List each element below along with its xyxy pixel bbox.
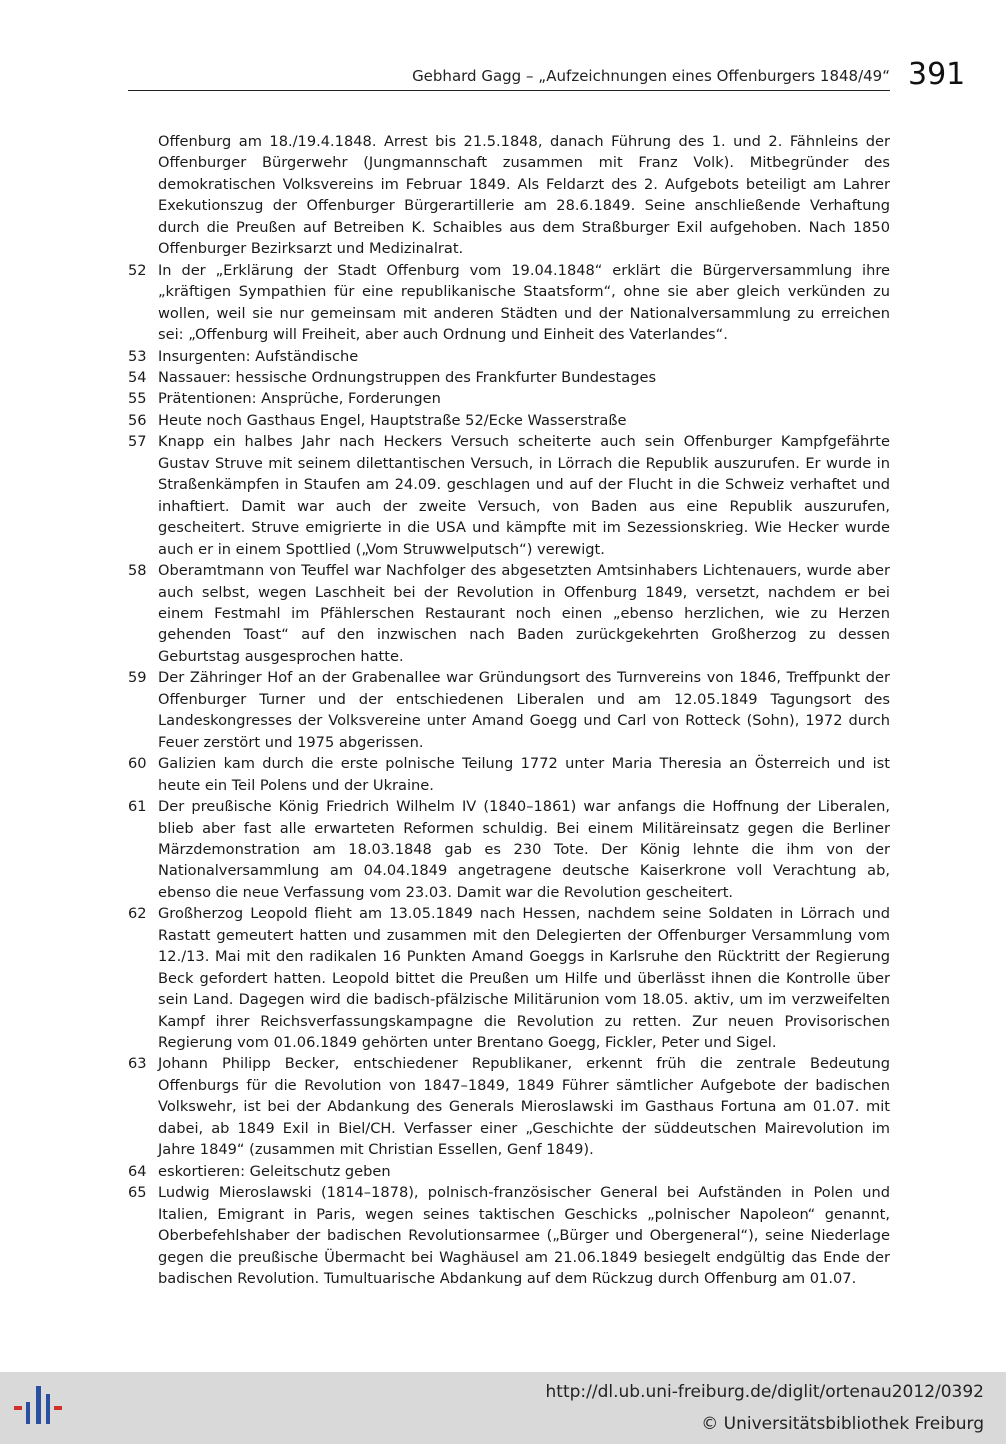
footnote-text: In der „Erklärung der Stadt Offenburg vom 19.04.1848“ erklärt die Bürgerversammlung ihre „kräftigen Sympathien für eine republikanische Staatsform“, ohne sie aber gleich verkünden zu wollen, weil sie nur gemeinsam mit anderen Städten und der Nationalversammlung zu erreichen sei: „Offenburg will Freiheit, aber auch Ordnung und Einheit des Vaterlandes“.: [158, 261, 890, 344]
footnote: [128, 431, 890, 560]
footnote: [128, 667, 890, 753]
footnote: [128, 1182, 890, 1289]
footnote-number: 54: [128, 368, 147, 386]
footnote-text: Der Zähringer Hof an der Grabenallee war Gründungsort des Turnvereins von 1846, Treffpunkt der Offenburger Turner und der entschiedenen Liberalen und am 12.05.1849 Tagungsort des Landeskongresses der Volksvereine unter Amand Goegg und Carl von Rotteck (Sohn), 1972 durch Feuer zerstört und 1975 abgerissen.: [158, 669, 890, 751]
footnote-text: Offenburg am 18./19.4.1848. Arrest bis 21.5.1848, danach Führung des 1. und 2. Fähnleins der Offenburger Bürgerwehr (Jungmannschaft zusammen mit Franz Volk). Mitbegründer des demokratischen Volksvereins im Februar 1849. Als Feldarzt des 2. Aufgebots beteiligt am Lahrer Exekutionszug der Offenburger Bürgerartillerie am 28.6.1849. Seine anschließende Verhaftung durch die Preußen auf Betreiben K. Schaibles aus dem Straßburger Exil aufgehoben. Nach 1850 Offenburger Bezirksarzt und Medizinalrat.: [158, 133, 890, 258]
footnote-number: 52: [128, 261, 147, 279]
running-header: [128, 62, 890, 91]
footnote-text: eskortieren: Geleitschutz geben: [158, 1162, 391, 1180]
footnote-number: 59: [128, 669, 147, 687]
footnote: [128, 753, 890, 796]
footnote: [128, 260, 890, 346]
copyright-text: © Universitätsbibliothek Freiburg: [701, 1414, 984, 1434]
running-title: Gebhard Gagg – „Aufzeichnungen eines Offenburgers 1848/49“: [412, 67, 890, 85]
footnote-number: 57: [128, 433, 147, 451]
footnote-text: Nassauer: hessische Ordnungstruppen des Frankfurter Bundestages: [158, 368, 657, 386]
footnote: [128, 410, 890, 431]
footnote-number: 63: [128, 1055, 147, 1073]
footnote-number: 65: [128, 1184, 147, 1202]
footnote-number: 56: [128, 411, 147, 429]
footnote: [128, 796, 890, 903]
footer-bar: [0, 1372, 1006, 1444]
footnote-number: 64: [128, 1162, 147, 1180]
footnote-number: 58: [128, 562, 147, 580]
footnote-text: Heute noch Gasthaus Engel, Hauptstraße 52/Ecke Wasserstraße: [158, 411, 627, 429]
footnote: [128, 1161, 890, 1182]
footnote-text: Ludwig Mieroslawski (1814–1878), polnisch-französischer General bei Aufständen in Polen und Italien, Emigrant in Paris, wegen seines taktischen Geschicks „polnischer Napoleon“ genannt, Oberbefehlshaber der badischen Revolutionsarmee („Bürger und Obergeneral“), seine Niederlage gegen die preußische Übermacht bei Waghäusel am 21.06.1849 besiegelt endgültig das Ende der badischen Revolution. Tumultuarische Abdankung auf dem Rückzug durch Offenburg am 01.07.: [158, 1184, 890, 1288]
footnote-number: 61: [128, 798, 147, 816]
footnote-text: Großherzog Leopold flieht am 13.05.1849 nach Hessen, nachdem seine Soldaten in Lörrach und Rastatt gemeutert hatten und zusammen mit den Delegierten der Offenburger Versammlung vom 12./13. Mai mit den radikalen 16 Punkten Amand Goeggs in Karlsruhe den Rücktritt der Regierung Beck gefordert hatten. Leopold bittet die Preußen um Hilfe und überlässt ihnen die Kontrolle über sein Land. Dagegen wird die badisch-pfälzische Militärunion vom 18.05. aktiv, um im verzweifelten Kampf ihrer Reichsverfassungskampagne die Revolution zu retten. Zur neuen Provisorischen Regierung vom 01.06.1849 gehörten unter Brentano Goegg, Fickler, Peter und Sigel.: [158, 905, 890, 1052]
footnote-text: Insurgenten: Aufständische: [158, 347, 359, 365]
footnote-number: 55: [128, 390, 147, 408]
footnote-number: [128, 131, 158, 260]
footnote-text: Prätentionen: Ansprüche, Forderungen: [158, 390, 441, 408]
footnote: [128, 388, 890, 409]
footnote: [128, 131, 890, 260]
footnote: [128, 560, 890, 667]
footnote: [128, 1053, 890, 1160]
ub-freiburg-logo-icon: [14, 1384, 66, 1432]
source-url-link[interactable]: http://dl.ub.uni-freiburg.de/diglit/ortenau2012/0392: [545, 1382, 984, 1402]
page-number: 391: [908, 57, 966, 92]
footnote: [128, 903, 890, 1053]
footnote-number: 60: [128, 755, 147, 773]
footnote-number: 53: [128, 347, 147, 365]
footnote-text: Der preußische König Friedrich Wilhelm IV (1840–1861) war anfangs die Hoffnung der Liberalen, blieb aber fast alle erwarteten Reformen schuldig. Bei einem Militäreinsatz gegen die Berliner Märzdemonstration am 18.03.1848 gab es 230 Tote. Der König lehnte die ihm von der Nationalversammlung am 04.04.1849 angetragene deutsche Kaiserkrone voll Verachtung ab, ebenso die neue Verfassung vom 23.03. Damit war die Revolution gescheitert.: [158, 798, 890, 901]
footnotes-list: [128, 131, 890, 1289]
footnote-text: Galizien kam durch die erste polnische Teilung 1772 unter Maria Theresia an Österreich und ist heute ein Teil Polens und der Ukraine.: [158, 755, 890, 794]
footnote: [128, 346, 890, 367]
footnote-text: Knapp ein halbes Jahr nach Heckers Versuch scheiterte auch sein Offenburger Kampfgefährte Gustav Struve mit seinem dilettantischen Versuch, in Lörrach die Republik auszurufen. Er wurde in Straßenkämpfen in Staufen am 24.09. geschlagen und auf der Flucht in die Schweiz verhaftet und inhaftiert. Damit war auch der zweite Versuch, von Baden aus eine Republik auszurufen, gescheitert. Struve emigrierte in die USA und kämpfte mit im Sezessionskrieg. Wie Hecker wurde auch er in einem Spottlied („Vom Struwwelputsch“) verewigt.: [158, 433, 890, 558]
footnote-text: Oberamtmann von Teuffel war Nachfolger des abgesetzten Amtsinhabers Lichtenauers, wurde aber auch selbst, wegen Laschheit bei der Revolution in Offenburg 1849, versetzt, nachdem er bei einem Festmahl im Pfählerschen Restaurant noch einen „ebenso herzlichen, wie zu Herzen gehenden Toast“ auf den inzwischen nach Baden zurückgekehrten Großherzog zu dessen Geburtstag ausgesprochen hatte.: [158, 562, 890, 665]
footnote: [128, 367, 890, 388]
footnote-text: Johann Philipp Becker, entschiedener Republikaner, erkennt früh die zentrale Bedeutung Offenburgs für die Revolution von 1847–1849, 1849 Führer sämtlicher Aufgebote der badischen Volkswehr, ist bei der Abdankung des Generals Mieroslawski im Gasthaus Fortuna am 01.07. mit dabei, ab 1849 Exil in Biel/CH. Verfasser einer „Geschichte der süddeutschen Mairevolution im Jahre 1849“ (zusammen mit Christian Essellen, Genf 1849).: [158, 1055, 890, 1159]
footnote-number: 62: [128, 905, 147, 923]
